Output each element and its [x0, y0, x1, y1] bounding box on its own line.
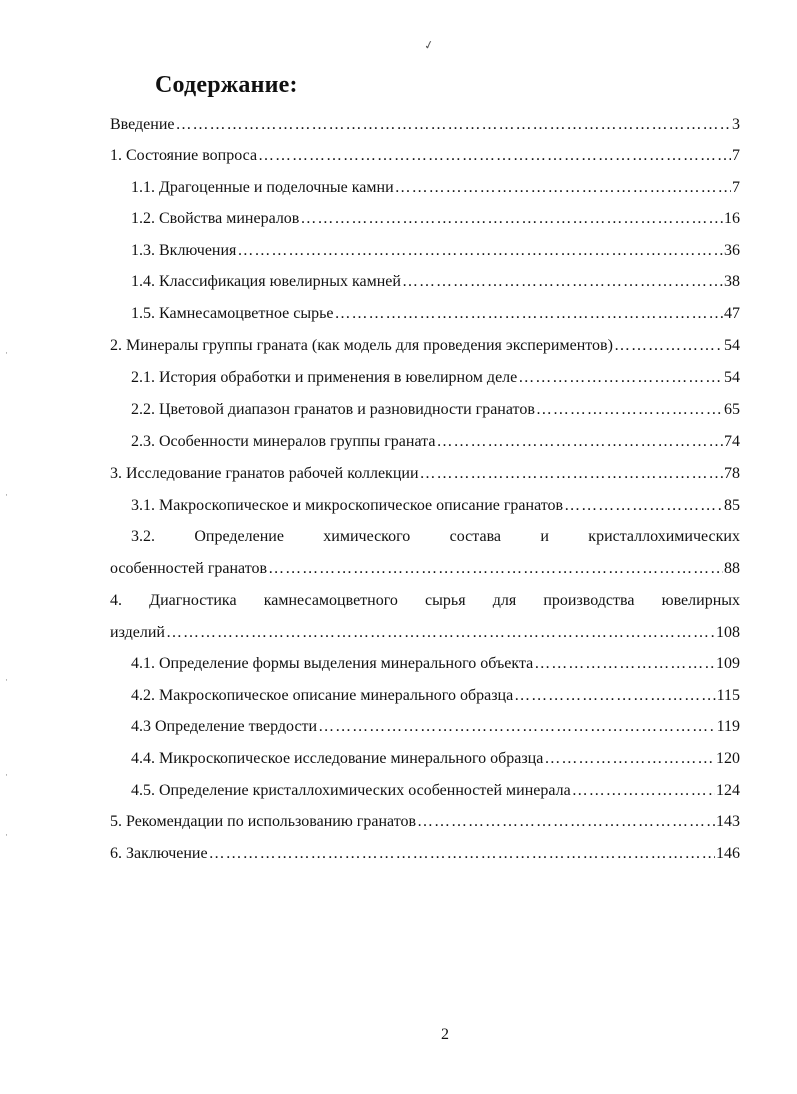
- toc-entry: [131, 431, 740, 453]
- toc-entry-page: 47: [724, 305, 740, 322]
- toc-entry-page: 74: [724, 433, 740, 450]
- toc-leader-dots: [534, 653, 715, 675]
- toc-leader-dots: [258, 145, 731, 167]
- toc-leader-dots: [514, 685, 715, 707]
- toc-word: состава: [449, 528, 502, 545]
- toc-entry-text: 4.5. Определение кристаллохимических особенностей минерала: [131, 782, 571, 799]
- toc-entry: [131, 495, 740, 517]
- toc-entry: [131, 303, 740, 325]
- toc-entry: [131, 716, 740, 738]
- toc-entry-page: 88: [724, 560, 740, 577]
- toc-entry-page: 124: [716, 782, 740, 799]
- toc-entry-page: 7: [732, 147, 740, 164]
- scan-speck: ·: [5, 675, 8, 685]
- page-number: 2: [441, 1026, 449, 1043]
- toc-entry: [131, 208, 740, 230]
- toc-entry: [131, 240, 740, 262]
- toc-leader-dots: [176, 114, 732, 136]
- toc-entry-page: 120: [716, 750, 740, 767]
- toc-entry-page: 54: [724, 369, 740, 386]
- toc-entry: [110, 622, 740, 644]
- toc-leader-dots: [518, 367, 723, 389]
- toc-entry-text: 2.1. История обработки и применения в ювелирном деле: [131, 369, 518, 386]
- toc-entry-text: 2. Минералы группы граната (как модель для проведения экспериментов): [110, 337, 613, 354]
- toc-leader-dots: [300, 208, 723, 230]
- toc-entry: [131, 653, 740, 675]
- toc-entry: [131, 271, 740, 293]
- toc-entry-text: 1.4. Классификация ювелирных камней: [131, 273, 401, 290]
- toc-entry-page: 108: [716, 624, 740, 641]
- toc-word: кристаллохимических: [588, 528, 740, 545]
- toc-entry-text: 1.1. Драгоценные и поделочные камни: [131, 179, 394, 196]
- toc-entry-page: 65: [724, 401, 740, 418]
- toc-entry: [131, 367, 740, 389]
- scan-speck: ·: [5, 490, 8, 500]
- toc-entry-text: 1. Состояние вопроса: [110, 147, 258, 164]
- toc-entry: [110, 463, 740, 485]
- toc-leader-dots: [536, 399, 723, 421]
- toc-leader-dots: [166, 622, 715, 644]
- page-title: Содержание:: [155, 72, 298, 98]
- toc-entry-text: 6. Заключение: [110, 845, 208, 862]
- toc-entry-page: 7: [732, 179, 740, 196]
- toc-entry-text: 2.3. Особенности минералов группы граната: [131, 433, 436, 450]
- toc-word: сырья: [425, 592, 466, 609]
- toc-word: ювелирных: [661, 592, 740, 609]
- scan-speck: ·: [5, 770, 8, 780]
- toc-entry-text: 3.1. Макроскопическое и микроскопическое описание гранатов: [131, 497, 564, 514]
- toc-entry: [131, 399, 740, 421]
- toc-entry-page: 119: [716, 718, 740, 735]
- toc-word: 4.: [110, 592, 122, 609]
- toc-leader-dots: [417, 811, 715, 833]
- scan-speck: ·: [5, 348, 8, 358]
- toc-leader-dots: [436, 431, 723, 453]
- toc-entry-page: 36: [724, 242, 740, 259]
- toc-entry-page: 38: [724, 273, 740, 290]
- toc-entry-page: 3: [732, 116, 740, 133]
- toc-entry-text: 4.1. Определение формы выделения минерального объекта: [131, 655, 534, 672]
- toc-entry-page: 109: [716, 655, 740, 672]
- toc-entry: [110, 335, 740, 357]
- toc-entry: [110, 145, 740, 167]
- toc-entry-justified-line: [131, 526, 740, 548]
- toc-leader-dots: [268, 558, 723, 580]
- toc-word: Определение: [194, 528, 284, 545]
- toc-word: химического: [323, 528, 411, 545]
- toc-word: и: [540, 528, 549, 545]
- toc-word: камнесамоцветного: [263, 592, 398, 609]
- toc-word: производства: [543, 592, 635, 609]
- toc-entry-justified-line: [110, 590, 740, 612]
- toc-entry: [131, 177, 740, 199]
- toc-entry: [131, 748, 740, 770]
- toc-entry-text: особенностей гранатов: [110, 560, 268, 577]
- toc-leader-dots: [420, 463, 723, 485]
- toc-entry-text: 4.4. Микроскопическое исследование минерального образца: [131, 750, 544, 767]
- toc-leader-dots: [614, 335, 723, 357]
- toc-leader-dots: [402, 271, 723, 293]
- toc-entry-page: 143: [716, 813, 740, 830]
- toc-entry: [131, 780, 740, 802]
- toc-entry-page: 85: [724, 497, 740, 514]
- toc-leader-dots: [544, 748, 715, 770]
- toc-word: Диагностика: [149, 592, 237, 609]
- toc-entry-page: 115: [716, 687, 740, 704]
- toc-word: для: [492, 592, 517, 609]
- toc-entry: [131, 685, 740, 707]
- toc-entry-page: 16: [724, 210, 740, 227]
- toc-leader-dots: [572, 780, 715, 802]
- toc-leader-dots: [237, 240, 723, 262]
- toc-entry-text: 1.3. Включения: [131, 242, 237, 259]
- toc-entry-page: 54: [724, 337, 740, 354]
- toc-entry-page: 78: [724, 465, 740, 482]
- toc-leader-dots: [318, 716, 715, 738]
- toc-leader-dots: [564, 495, 723, 517]
- toc-entry-text: изделий: [110, 624, 165, 641]
- toc-word: 3.2.: [131, 528, 155, 545]
- toc-entry-text: 4.3 Определение твердости: [131, 718, 318, 735]
- toc-entry-text: 1.5. Камнесамоцветное сырье: [131, 305, 334, 322]
- toc-leader-dots: [209, 843, 715, 865]
- toc-entry: [110, 114, 740, 136]
- toc-entry: [110, 558, 740, 580]
- toc-entry-text: 4.2. Макроскопическое описание минерального образца: [131, 687, 514, 704]
- scan-speck: ·: [5, 830, 8, 840]
- toc-entry-text: 5. Рекомендации по использованию гранатов: [110, 813, 417, 830]
- toc-entry-text: 1.2. Свойства минералов: [131, 210, 300, 227]
- toc-leader-dots: [335, 303, 724, 325]
- toc-entry: [110, 843, 740, 865]
- toc-entry-text: Введение: [110, 116, 175, 133]
- toc-entry-text: 2.2. Цветовой диапазон гранатов и разновидности гранатов: [131, 401, 535, 418]
- toc-entry-page: 146: [716, 845, 740, 862]
- toc-entry-text: 3. Исследование гранатов рабочей коллекции: [110, 465, 419, 482]
- toc-leader-dots: [395, 177, 731, 199]
- top-check-mark: ✓: [422, 37, 436, 53]
- toc-entry: [110, 811, 740, 833]
